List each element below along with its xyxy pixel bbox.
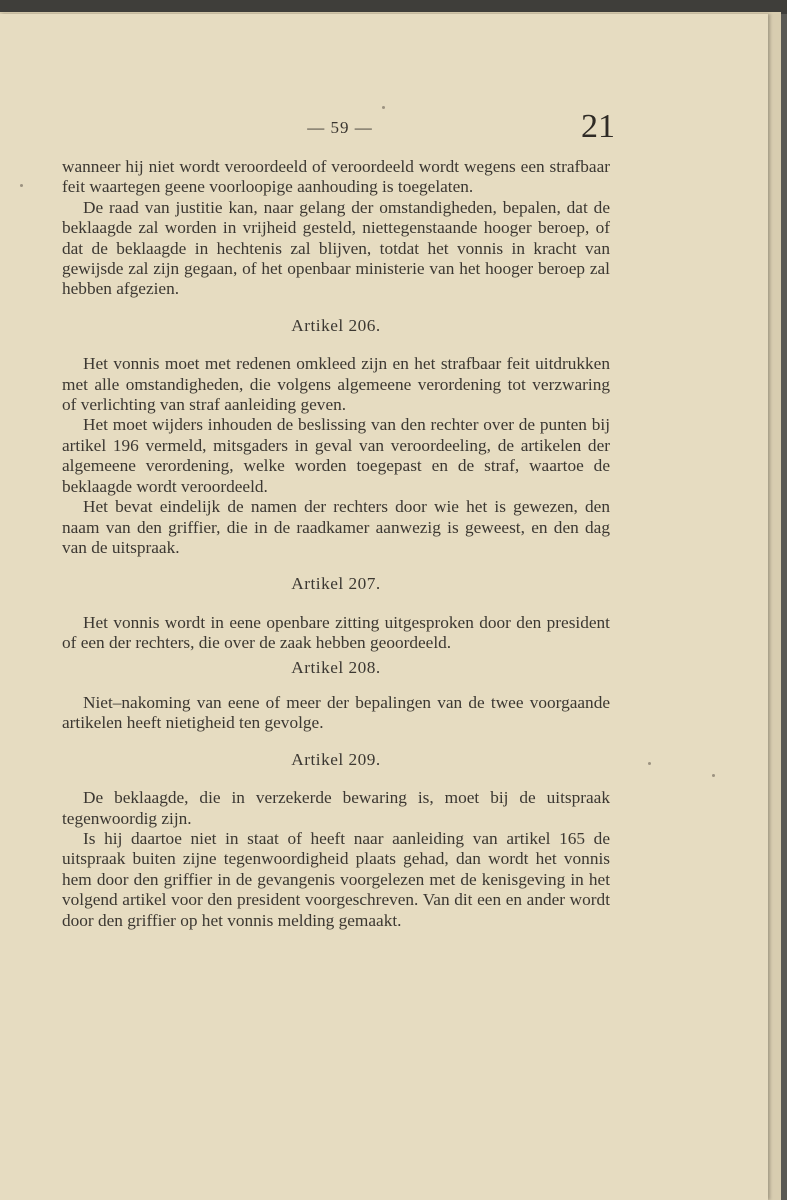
article-heading-206: Artikel 206.	[291, 315, 381, 335]
paper-speck	[712, 774, 715, 777]
page-body	[62, 157, 610, 931]
paragraph: Het vonnis moet met redenen omkleed zijn en het strafbaar feit uitdrukken met alle omstandigheden, die volgens algemeene verordening tot verzwaring of verlichting van straf aanleiding geven.	[62, 354, 610, 415]
paper-speck	[20, 184, 23, 187]
paragraph: De raad van justitie kan, naar gelang der omstandigheden, bepalen, dat de beklaagde zal worden in vrijheid gesteld, niettegenstaande hooger beroep, of dat de beklaagde in hechtenis zal blijven, totdat het vonnis in kracht van gewijsde zal zijn gegaan, of het openbaar ministerie van het hooger beroep zal hebben afgezien.	[62, 197, 610, 299]
paper-speck	[648, 762, 651, 765]
page-header	[0, 100, 768, 160]
paragraph: wanneer hij niet wordt veroordeeld of veroordeeld wordt wegens een strafbaar feit waartegen geene voorloopige aanhouding is toegelaten.	[62, 157, 610, 197]
paragraph: Niet–nakoming van eene of meer der bepalingen van de twee voorgaande artikelen heeft nietigheid ten gevolge.	[62, 692, 610, 733]
article-heading-208: Artikel 208.	[291, 657, 381, 677]
paragraph: De beklaagde, die in verzekerde bewaring is, moet bij de uitspraak tegenwoordig zijn.	[62, 788, 610, 828]
page-number-center: — 59 —	[307, 118, 373, 137]
paragraph: Het bevat eindelijk de namen der rechters door wie het is gewezen, den naam van den griffier, die in de raadkamer aanwezig is geweest, en den dag van de uitspraak.	[62, 497, 610, 557]
paragraph: Het moet wijders inhouden de beslissing van den rechter over de punten bij artikel 196 vermeld, mitsgaders in geval van veroordeeling, de artikelen der algemeene verordening, welke worden toegepast en de straf, waartoe de beklaagde wordt veroordeeld.	[62, 415, 610, 496]
paragraph: Het vonnis wordt in eene openbare zitting uitgesproken door den president of een der rechters, die over de zaak hebben geoordeeld.	[62, 612, 610, 653]
article-heading-207: Artikel 207.	[291, 574, 381, 594]
article-heading-209: Artikel 209.	[291, 749, 381, 769]
paragraph: Is hij daartoe niet in staat of heeft naar aanleiding van artikel 165 de uitspraak buiten zijne tegenwoordigheid plaats gehad, dan wordt het vonnis hem door den griffier in de gevangenis voorgelezen met de kenisgeving in het volgend artikel voor den president voorgeschreven. Van dit een en ander wordt door den griffier op het vonnis melding gemaakt.	[62, 828, 610, 930]
page-number-right: 21	[581, 108, 615, 145]
